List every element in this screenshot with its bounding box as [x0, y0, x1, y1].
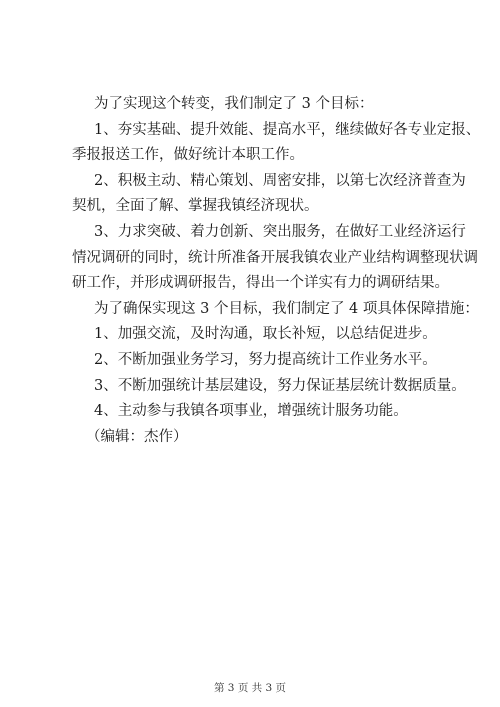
editor-credit: （编辑：杰作） — [86, 428, 188, 445]
text-line: 2、积极主动、精心策划、周密安排，以第七次经济普查为 — [94, 172, 466, 189]
text-line: 4、主动参与我镇各项事业，增强统计服务功能。 — [94, 403, 408, 420]
text-line: 为了实现这个转变，我们制定了 3 个目标： — [94, 96, 374, 112]
text-line: 1、夯实基础、提升效能、提高水平，继续做好各专业定报、 — [94, 121, 481, 138]
text-line: 季报报送工作，做好统计本职工作。 — [72, 147, 304, 164]
text-line: 研工作，并形成调研报告，得出一个详实有力的调研结果。 — [72, 275, 449, 292]
document-body — [72, 92, 481, 450]
text-line: 3、不断加强统计基层建设，努力保证基层统计数据质量。 — [94, 377, 466, 394]
text-line: 契机，全面了解、掌握我镇经济现状。 — [72, 198, 319, 215]
page-number-footer: 第 3 页 共 3 页 — [213, 682, 287, 694]
text-line: 为了确保实现这 3 个目标，我们制定了 4 项具体保障措施： — [94, 300, 479, 317]
text-line: 情况调研的同时，统计所准备开展我镇农业产业结构调整现状调 — [72, 249, 478, 266]
text-line: 1、加强交流，及时沟通，取长补短，以总结促进步。 — [94, 326, 437, 343]
text-line: 2、不断加强业务学习，努力提高统计工作业务水平。 — [94, 351, 437, 368]
text-line: 3、力求突破、着力创新、突出服务，在做好工业经济运行 — [94, 223, 466, 240]
